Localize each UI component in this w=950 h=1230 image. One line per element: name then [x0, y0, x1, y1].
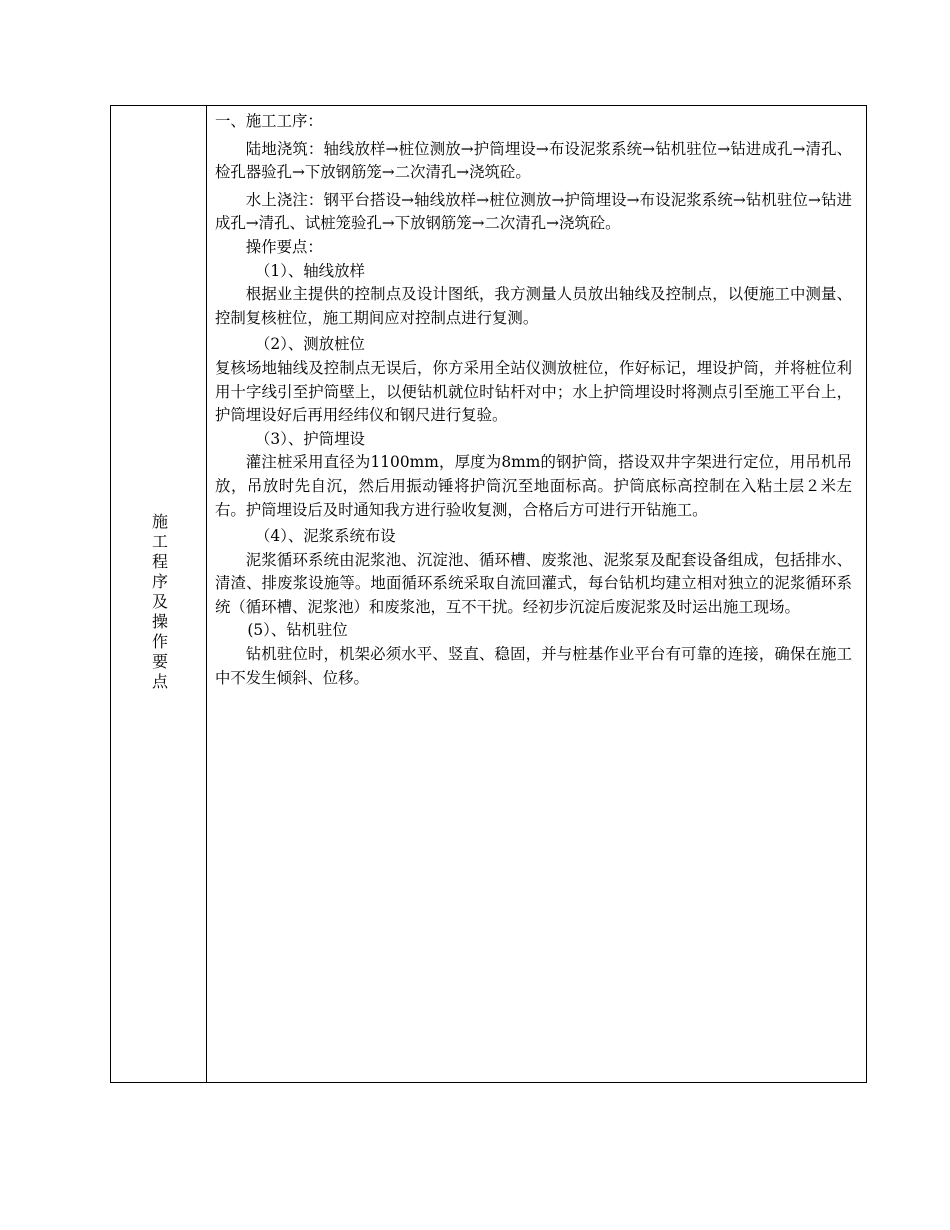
mud-system-paragraph: 泥浆循环系统由泥浆池、沉淀池、循环槽、废浆池、泥浆泵及配套设备组成，包括排水、清渣、排废浆设施等。地面循环系统采取自流回灌式，每台钻机均建立相对独立的泥浆循环系统（循环槽、泥浆池）和废浆池，互不干扰。经初步沉淀后废泥浆及时运出施工现场。 — [215, 550, 852, 616]
water-pouring-paragraph: 水上浇注：钢平台搭设→轴线放样→桩位测放→护筒埋设→布设泥浆系统→钻机驻位→钻进成孔→清孔、试桩笼验孔→下放钢筋笼→二次清孔→浇筑砼。 — [215, 190, 852, 233]
casing-paragraph: 灌注桩采用直径为1100mm，厚度为8mm的钢护筒，搭设双井字架进行定位，用吊机吊放，吊放时先自沉，然后用振动锤将护筒沉至地面标高。护筒底标高控制在入粘土层２米左右。护筒埋设后及时通知我方进行验收复测，合格后方可进行开钻施工。 — [215, 453, 852, 519]
subheading-rig-position: (5）、钻机驻位 — [247, 621, 348, 640]
key-points-heading: 操作要点： — [245, 237, 323, 256]
rig-position-paragraph: 钻机驻位时，机架必须水平、竖直、稳固，并与桩基作业平台有可靠的连接，确保在施工中不发生倾斜、位移。 — [215, 645, 852, 687]
row-label-cell — [111, 106, 207, 1082]
subheading-mud-system: （4）、泥浆系统布设 — [255, 527, 396, 546]
row-label: 施工程序及操作要点 — [149, 513, 169, 693]
pile-position-paragraph: 复核场地轴线及控制点无误后，你方采用全站仪测放桩位，作好标记，埋设护筒，并将桩位利用十字线引至护筒壁上，以便钻机就位时钻杆对中；水上护筒埋设时将测点引至施工平台上，护筒埋设好后再用经纬仪和钢尺进行复验。 — [215, 358, 852, 425]
land-pouring-paragraph: 陆地浇筑：轴线放样→桩位测放→护筒埋设→布设泥浆系统→钻机驻位→钻进成孔→清孔、检孔器验孔→下放钢筋笼→二次清孔→浇筑砼。 — [215, 139, 852, 182]
document-table — [110, 105, 867, 1083]
content-cell — [207, 106, 866, 1082]
section-heading: 一、施工工序： — [215, 112, 323, 130]
axis-layout-paragraph: 根据业主提供的控制点及设计图纸，我方测量人员放出轴线及控制点，以便施工中测量、控制复核桩位，施工期间应对控制点进行复测。 — [215, 285, 852, 327]
subheading-axis-layout: （1）、轴线放样 — [255, 261, 365, 280]
subheading-pile-position: （2）、测放桩位 — [255, 335, 365, 354]
subheading-casing: （3）、护筒埋设 — [255, 429, 365, 448]
